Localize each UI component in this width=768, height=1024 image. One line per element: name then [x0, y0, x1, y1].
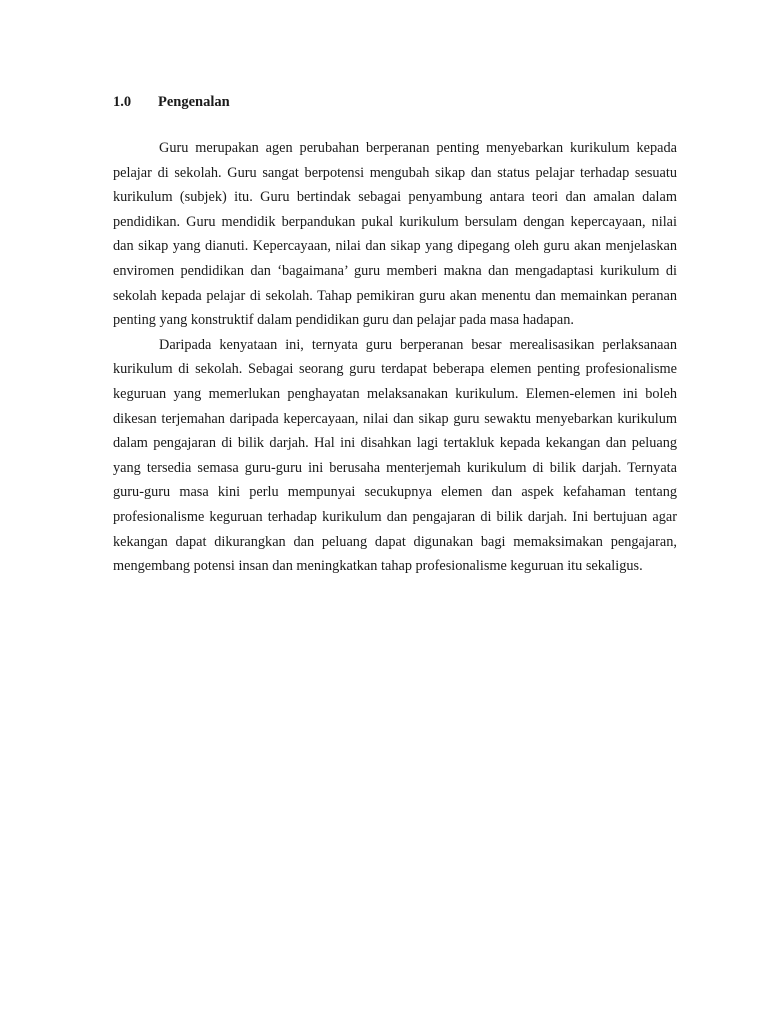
section-number: 1.0: [113, 94, 132, 110]
paragraph: Daripada kenyataan ini, ternyata guru berperanan besar merealisasikan perlaksanaan kurikulum di sekolah. Sebagai seorang guru terdapat beberapa elemen penting profesionalisme keguruan yang memerlukan penghayatan melaksanakan kurikulum. Elemen-elemen ini boleh dikesan terjemahan daripada kepercayaan, nilai dan sikap guru sewaktu menyebarkan kurikulum dalam pengajaran di bilik darjah. Hal ini disahkan lagi tertakluk kepada kekangan dan peluang yang tersedia semasa guru-guru ini berusaha menterjemah kurikulum di bilik darjah. Ternyata guru-guru masa kini perlu mempunyai secukupnya elemen dan aspek kefahaman tentang profesionalisme keguruan terhadap kurikulum dan pengajaran di bilik darjah. Ini bertujuan agar kekangan dapat dikurangkan dan peluang dapat digunakan bagi memaksimakan pengajaran, mengembang potensi insan dan meningkatkan tahap profesionalisme keguruan itu sekaligus.: [113, 336, 677, 575]
body-text: [113, 136, 677, 579]
section-heading: [113, 93, 230, 111]
paragraph: Guru merupakan agen perubahan berperanan penting menyebarkan kurikulum kepada pelajar di sekolah. Guru sangat berpotensi mengubah sikap dan status pelajar terhadap sesuatu kurikulum (subjek) itu. Guru bertindak sebagai penyambung antara teori dan amalan dalam pendidikan. Guru mendidik berpandukan pukal kurikulum bersulam dengan kepercayaan, nilai dan sikap yang dianuti. Kepercayaan, nilai dan sikap yang dipegang oleh guru akan menjelaskan enviromen pendidikan dan ‘bagaimana’ guru memberi makna dan mengadaptasi kurikulum di sekolah kepada pelajar di sekolah. Tahap pemikiran guru akan menentu dan memainkan peranan penting yang konstruktif dalam pendidikan guru dan pelajar pada masa hadapan.: [113, 140, 677, 329]
section-title: Pengenalan: [158, 94, 230, 110]
